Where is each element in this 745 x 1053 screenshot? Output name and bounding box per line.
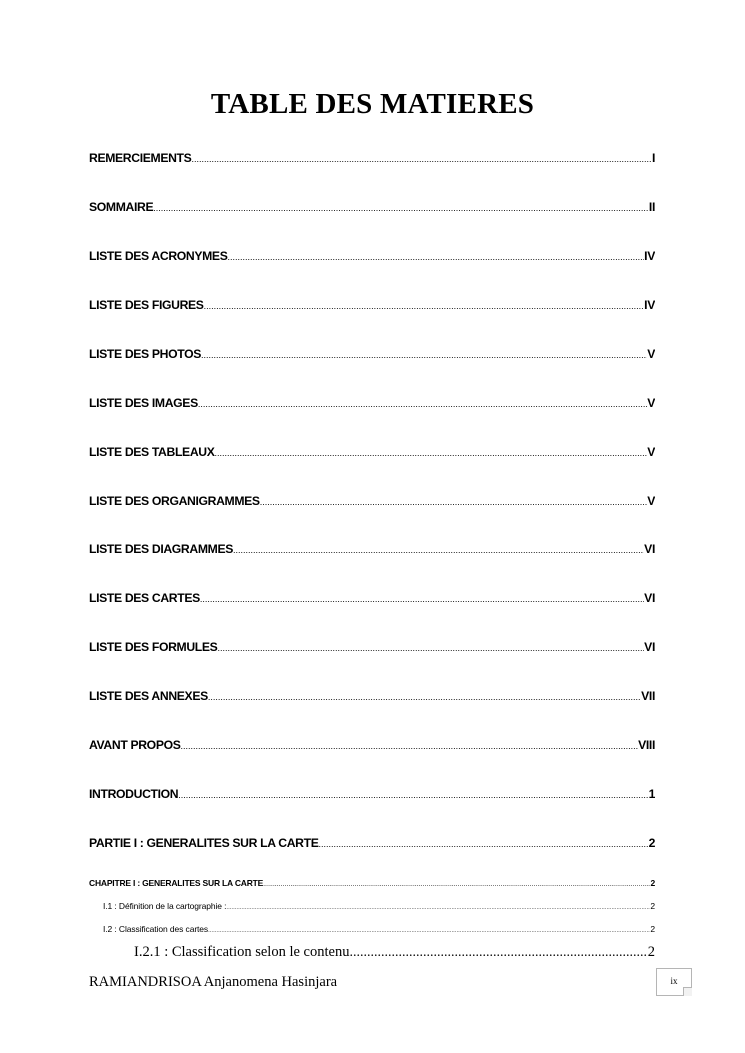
- dot-leader: [204, 301, 645, 311]
- dot-leader: [215, 448, 648, 458]
- footer-author: RAMIANDRISOA Anjanomena Hasinjara: [89, 974, 338, 990]
- dot-leader: [226, 905, 650, 911]
- dot-leader: [178, 790, 648, 800]
- dot-leader: [208, 928, 650, 934]
- toc-entry-label: LISTE DES FORMULES: [89, 640, 218, 654]
- dot-leader: [228, 252, 645, 262]
- toc-entry-label: LISTE DES CARTES: [89, 591, 200, 605]
- toc-entry-label: PARTIE I : GENERALITES SUR LA CARTE: [89, 836, 319, 850]
- dot-leader: [191, 154, 652, 164]
- dot-leader: [200, 594, 644, 604]
- toc-entry-acronymes[interactable]: [89, 249, 655, 263]
- dot-leader: [153, 203, 649, 213]
- toc-entry-images[interactable]: [89, 396, 655, 410]
- toc-entry-page: 2: [650, 878, 655, 888]
- toc-entry-annexes[interactable]: [89, 689, 655, 703]
- toc-entry-page: IV: [644, 249, 655, 263]
- dot-leader: [208, 692, 641, 702]
- dot-leader: [263, 881, 650, 888]
- toc-entry-label: SOMMAIRE: [89, 200, 154, 214]
- dot-leader: [349, 945, 647, 961]
- toc-entry-photos[interactable]: [89, 347, 655, 361]
- toc-entry-label: LISTE DES ACRONYMES: [89, 249, 228, 263]
- toc-entry-section-1-2[interactable]: [103, 924, 655, 934]
- toc-entry-diagrammes[interactable]: [89, 542, 655, 556]
- toc-entry-page: 2: [648, 836, 655, 850]
- toc-entry-label: LISTE DES IMAGES: [89, 396, 198, 410]
- toc-entry-label: LISTE DES ORGANIGRAMMES: [89, 494, 260, 508]
- dot-leader: [318, 839, 648, 849]
- toc-entry-label: INTRODUCTION: [89, 787, 179, 801]
- toc-entry-page: V: [647, 445, 655, 459]
- toc-entry-avant-propos[interactable]: [89, 738, 655, 752]
- toc-entry-formules[interactable]: [89, 640, 655, 654]
- toc-entry-page: V: [647, 347, 655, 361]
- dot-leader: [217, 643, 644, 653]
- toc-entry-label: I.1 : Définition de la cartographie :: [103, 901, 227, 911]
- dot-leader: [181, 741, 639, 751]
- toc-entry-partie-1[interactable]: [89, 836, 655, 850]
- dot-leader: [201, 350, 647, 360]
- toc-entry-label: AVANT PROPOS: [89, 738, 181, 752]
- toc-entry-organigrammes[interactable]: [89, 494, 655, 508]
- toc-entry-label: REMERCIEMENTS: [89, 151, 192, 165]
- toc-entry-introduction[interactable]: [89, 787, 655, 801]
- toc-entry-label: LISTE DES FIGURES: [89, 298, 204, 312]
- toc-entry-label: CHAPITRE I : GENERALITES SUR LA CARTE: [89, 878, 264, 888]
- toc-entry-section-1-2-1[interactable]: [134, 944, 655, 961]
- toc-entry-page: VIII: [638, 738, 655, 752]
- toc-entry-page: IV: [644, 298, 655, 312]
- toc-entry-sommaire[interactable]: [89, 200, 655, 214]
- toc-entry-page: 2: [650, 924, 655, 934]
- dot-leader: [233, 545, 644, 555]
- toc-entry-tableaux[interactable]: [89, 445, 655, 459]
- toc-entry-cartes[interactable]: [89, 591, 655, 605]
- toc-entry-remerciements[interactable]: [89, 151, 655, 165]
- toc-entry-label: LISTE DES TABLEAUX: [89, 445, 215, 459]
- toc-entry-page: VI: [644, 640, 655, 654]
- toc-entry-page: V: [647, 494, 655, 508]
- toc-entry-page: 1: [648, 787, 655, 801]
- dot-leader: [260, 497, 648, 507]
- toc-entry-page: V: [647, 396, 655, 410]
- toc-entry-page: VI: [644, 542, 655, 556]
- toc-entry-label: I.2 : Classification des cartes: [103, 924, 209, 934]
- toc-entry-label: I.2.1 : Classification selon le contenu: [134, 944, 350, 960]
- toc-entry-label: LISTE DES ANNEXES: [89, 689, 208, 703]
- toc-entry-page: I: [651, 151, 655, 165]
- toc-entry-page: II: [648, 200, 655, 214]
- toc-entry-figures[interactable]: [89, 298, 655, 312]
- page-title: TABLE DES MATIERES: [210, 88, 535, 120]
- dot-leader: [198, 399, 647, 409]
- page-number-badge: ix: [656, 968, 692, 996]
- toc-entry-page: 2: [647, 944, 655, 960]
- toc-entry-page: 2: [650, 901, 655, 911]
- toc-entry-section-1-1[interactable]: [103, 901, 655, 911]
- toc-entry-chapitre-1[interactable]: [89, 878, 655, 888]
- toc-entry-page: VII: [641, 689, 655, 703]
- toc-entry-page: VI: [644, 591, 655, 605]
- toc-entry-label: LISTE DES DIAGRAMMES: [89, 542, 233, 556]
- toc-entry-label: LISTE DES PHOTOS: [89, 347, 202, 361]
